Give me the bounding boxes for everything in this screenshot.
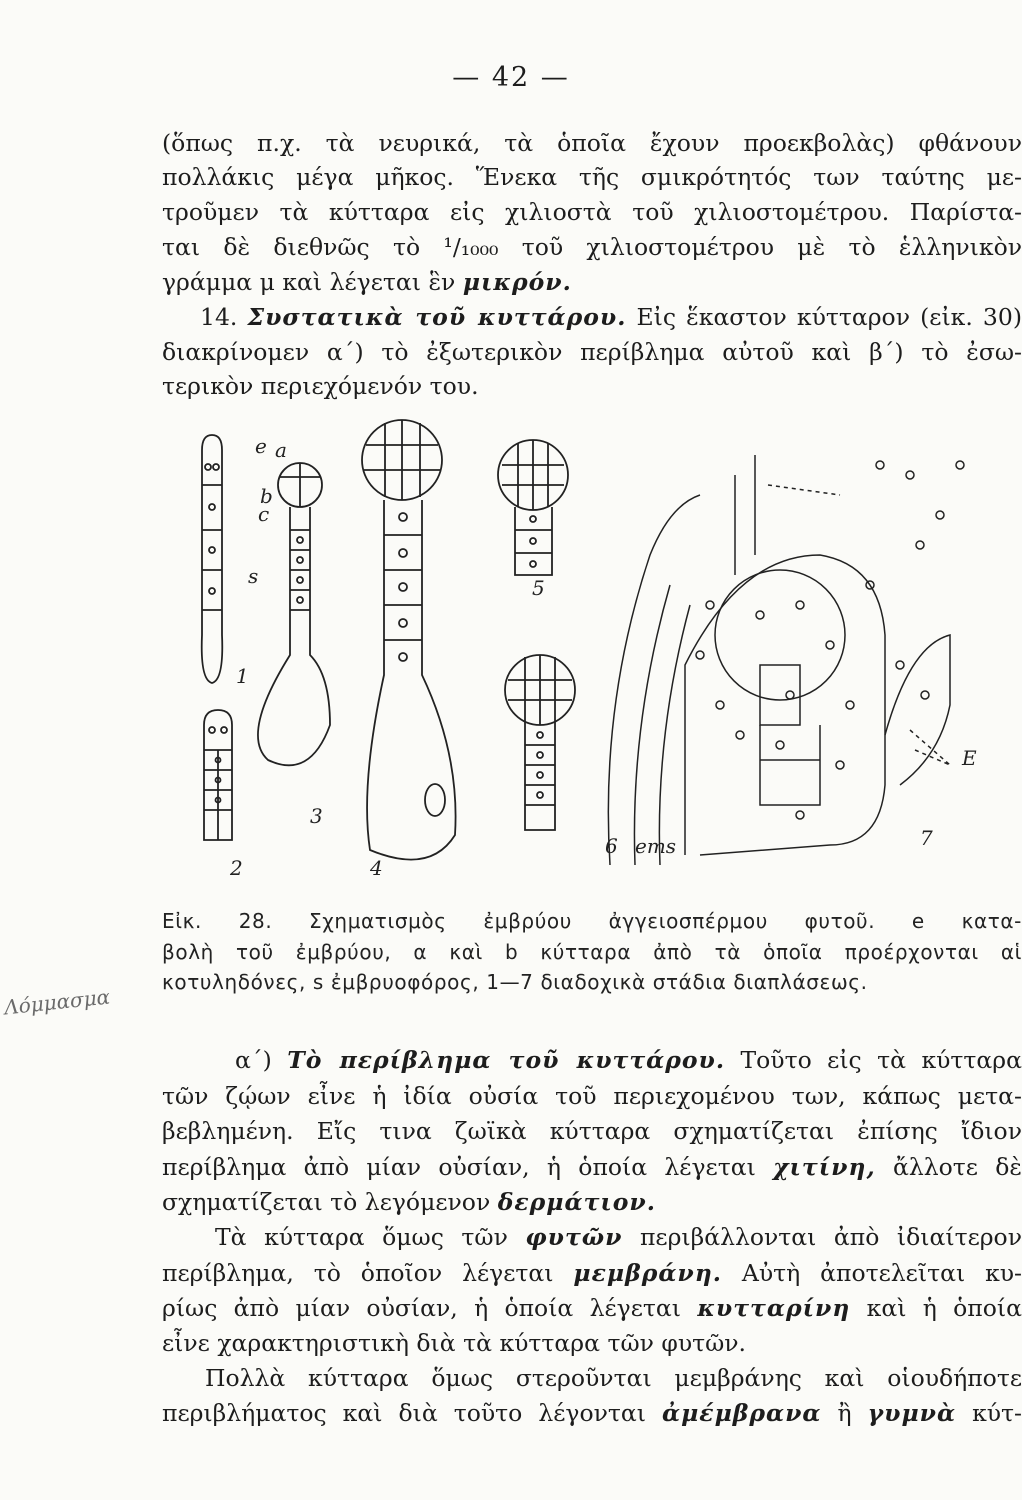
label-c: c	[258, 502, 270, 526]
text-run: σχηματίζεται τὸ λεγόμενον	[162, 1188, 498, 1216]
embryo-development-figure	[180, 405, 980, 895]
text-run: γράμμα μ καὶ λέγεται ἓν	[162, 268, 463, 296]
body-line: βεβλημένη. Εἴς τινα ζωϊκὰ κύτταρα σχηματίζεται ἐπίσης ἴδιον	[162, 1117, 1022, 1145]
label-a: a	[275, 438, 287, 462]
body-line: (ὅπως π.χ. τὰ νευρικά, τὰ ὁποῖα ἔχουν προεκβολὰς) φθάνουν	[162, 129, 1022, 157]
figure-caption-line: κοτυληδόνες, s ἐμβρυοφόρος, 1—7 διαδοχικὰ στάδια διαπλάσεως.	[162, 970, 868, 994]
stage-number: 7	[920, 826, 933, 850]
handwritten-margin-note: Λόμμασμα	[3, 984, 112, 1020]
body-line	[162, 1258, 1022, 1288]
text-run: ρίως ἀπὸ μίαν οὐσίαν, ἡ ὁποία λέγεται	[162, 1294, 698, 1322]
stage-number: 2	[230, 856, 243, 880]
text-run: Τοῦτο εἰς τὰ κύτταρα	[725, 1046, 1022, 1074]
emphasis-term: δερμάτιον.	[497, 1188, 656, 1216]
body-line	[162, 1152, 1022, 1182]
body-line: ται δὲ διεθνῶς τὸ ¹/₁₀₀₀ τοῦ χιλιοστομέτρου μὲ τὸ ἑλληνικὸν	[162, 233, 1022, 261]
body-line	[162, 267, 1022, 297]
label-E: E	[962, 746, 977, 770]
text-run: Αὐτὴ ἀποτελεῖται κυ-	[721, 1259, 1022, 1287]
body-line: Πολλὰ κύτταρα ὅμως στεροῦνται μεμβράνης καὶ οἱουδήποτε	[205, 1364, 1022, 1392]
text-run: καὶ ἡ ὁποία	[850, 1294, 1022, 1322]
text-run: περίβλημα ἀπὸ μίαν οὐσίαν, ἡ ὁποία λέγεται	[162, 1153, 774, 1181]
text-run: περίβλημα, τὸ ὁποῖον λέγεται	[162, 1259, 574, 1287]
body-line: εἶνε χαρακτηριστικὴ διὰ τὰ κύτταρα τῶν φυτῶν.	[162, 1329, 747, 1357]
stage-number: 5	[532, 576, 545, 600]
text-run: περιβάλλονται ἀπὸ ἰδιαίτερον	[622, 1223, 1022, 1251]
text-run: Τὰ κύτταρα ὅμως τῶν	[215, 1223, 526, 1251]
body-line	[162, 1293, 1022, 1323]
emphasis-term: ἀμέμβρανα	[662, 1399, 822, 1427]
label-s: s	[248, 564, 259, 588]
emphasis-term: μεμβράνη.	[573, 1259, 722, 1287]
emphasis-term: χιτίνη,	[773, 1153, 876, 1181]
stage-number: 6	[605, 834, 618, 858]
stage-number: 1	[236, 664, 249, 688]
stage-7-drawing	[608, 455, 964, 865]
section-heading-line	[200, 302, 1022, 332]
section-heading-line	[235, 1045, 1022, 1075]
body-line	[215, 1222, 1022, 1252]
body-line: τῶν ζῴων εἶνε ἡ ἰδία οὐσία τοῦ περιεχομένου των, κάπως μετα-	[162, 1082, 1022, 1110]
body-line	[162, 1398, 1022, 1428]
text-run: Εἰς ἕκαστον κύτταρον (εἰκ. 30)	[626, 303, 1022, 331]
text-run: ἄλλοτε δὲ	[875, 1153, 1022, 1181]
figure-caption-line: Εἰκ. 28. Σχηματισμὸς ἐμβρύου ἀγγειοσπέρμου φυτοῦ. e κατα-	[162, 909, 1022, 933]
stage-6-drawing	[505, 655, 575, 830]
emphasis-term: μικρόν.	[462, 268, 572, 296]
section-number: 14.	[200, 303, 238, 331]
emphasis-term: γυμνὰ	[867, 1399, 957, 1427]
figure-caption-line: βολὴ τοῦ ἐμβρύου, α καὶ b κύτταρα ἀπὸ τὰ ὁποῖα προέρχονται αἱ	[162, 940, 1022, 964]
page-number: — 42 —	[452, 62, 570, 93]
section-label: α΄)	[235, 1046, 272, 1074]
emphasis-term: φυτῶν	[525, 1223, 623, 1251]
body-line: τροῦμεν τὰ κύτταρα εἰς χιλιοστὰ τοῦ χιλιοστομέτρου. Παρίστα-	[162, 198, 1022, 226]
text-run: ἢ	[821, 1399, 868, 1427]
label-b: b	[260, 484, 273, 508]
stage-number: 4	[370, 856, 383, 880]
stage-1-drawing	[202, 435, 223, 683]
label-ems: ems	[635, 834, 677, 858]
section-heading: Τὸ περίβλημα τοῦ κυττάρου.	[287, 1046, 726, 1074]
body-line: τερικὸν περιεχόμενόν του.	[162, 372, 479, 400]
stage-5-drawing	[498, 440, 568, 575]
stage-number: 3	[310, 804, 323, 828]
stage-4-drawing	[362, 420, 456, 860]
emphasis-term: κυτταρίνη	[697, 1294, 851, 1322]
body-line: διακρίνομεν α΄) τὸ ἐξωτερικὸν περίβλημα αὐτοῦ καὶ β΄) τὸ ἐσω-	[162, 338, 1022, 366]
body-line	[162, 1187, 1022, 1217]
text-run: περιβλήματος καὶ διὰ τοῦτο λέγονται	[162, 1399, 663, 1427]
body-line: πολλάκις μέγα μῆκος. Ἕνεκα τῆς σμικρότητός των ταύτης με-	[162, 163, 1022, 191]
stage-2-drawing	[204, 710, 232, 840]
text-run: κύτ-	[956, 1399, 1022, 1427]
label-e: e	[255, 434, 267, 458]
section-heading: Συστατικὰ τοῦ κυττάρου.	[247, 303, 627, 331]
